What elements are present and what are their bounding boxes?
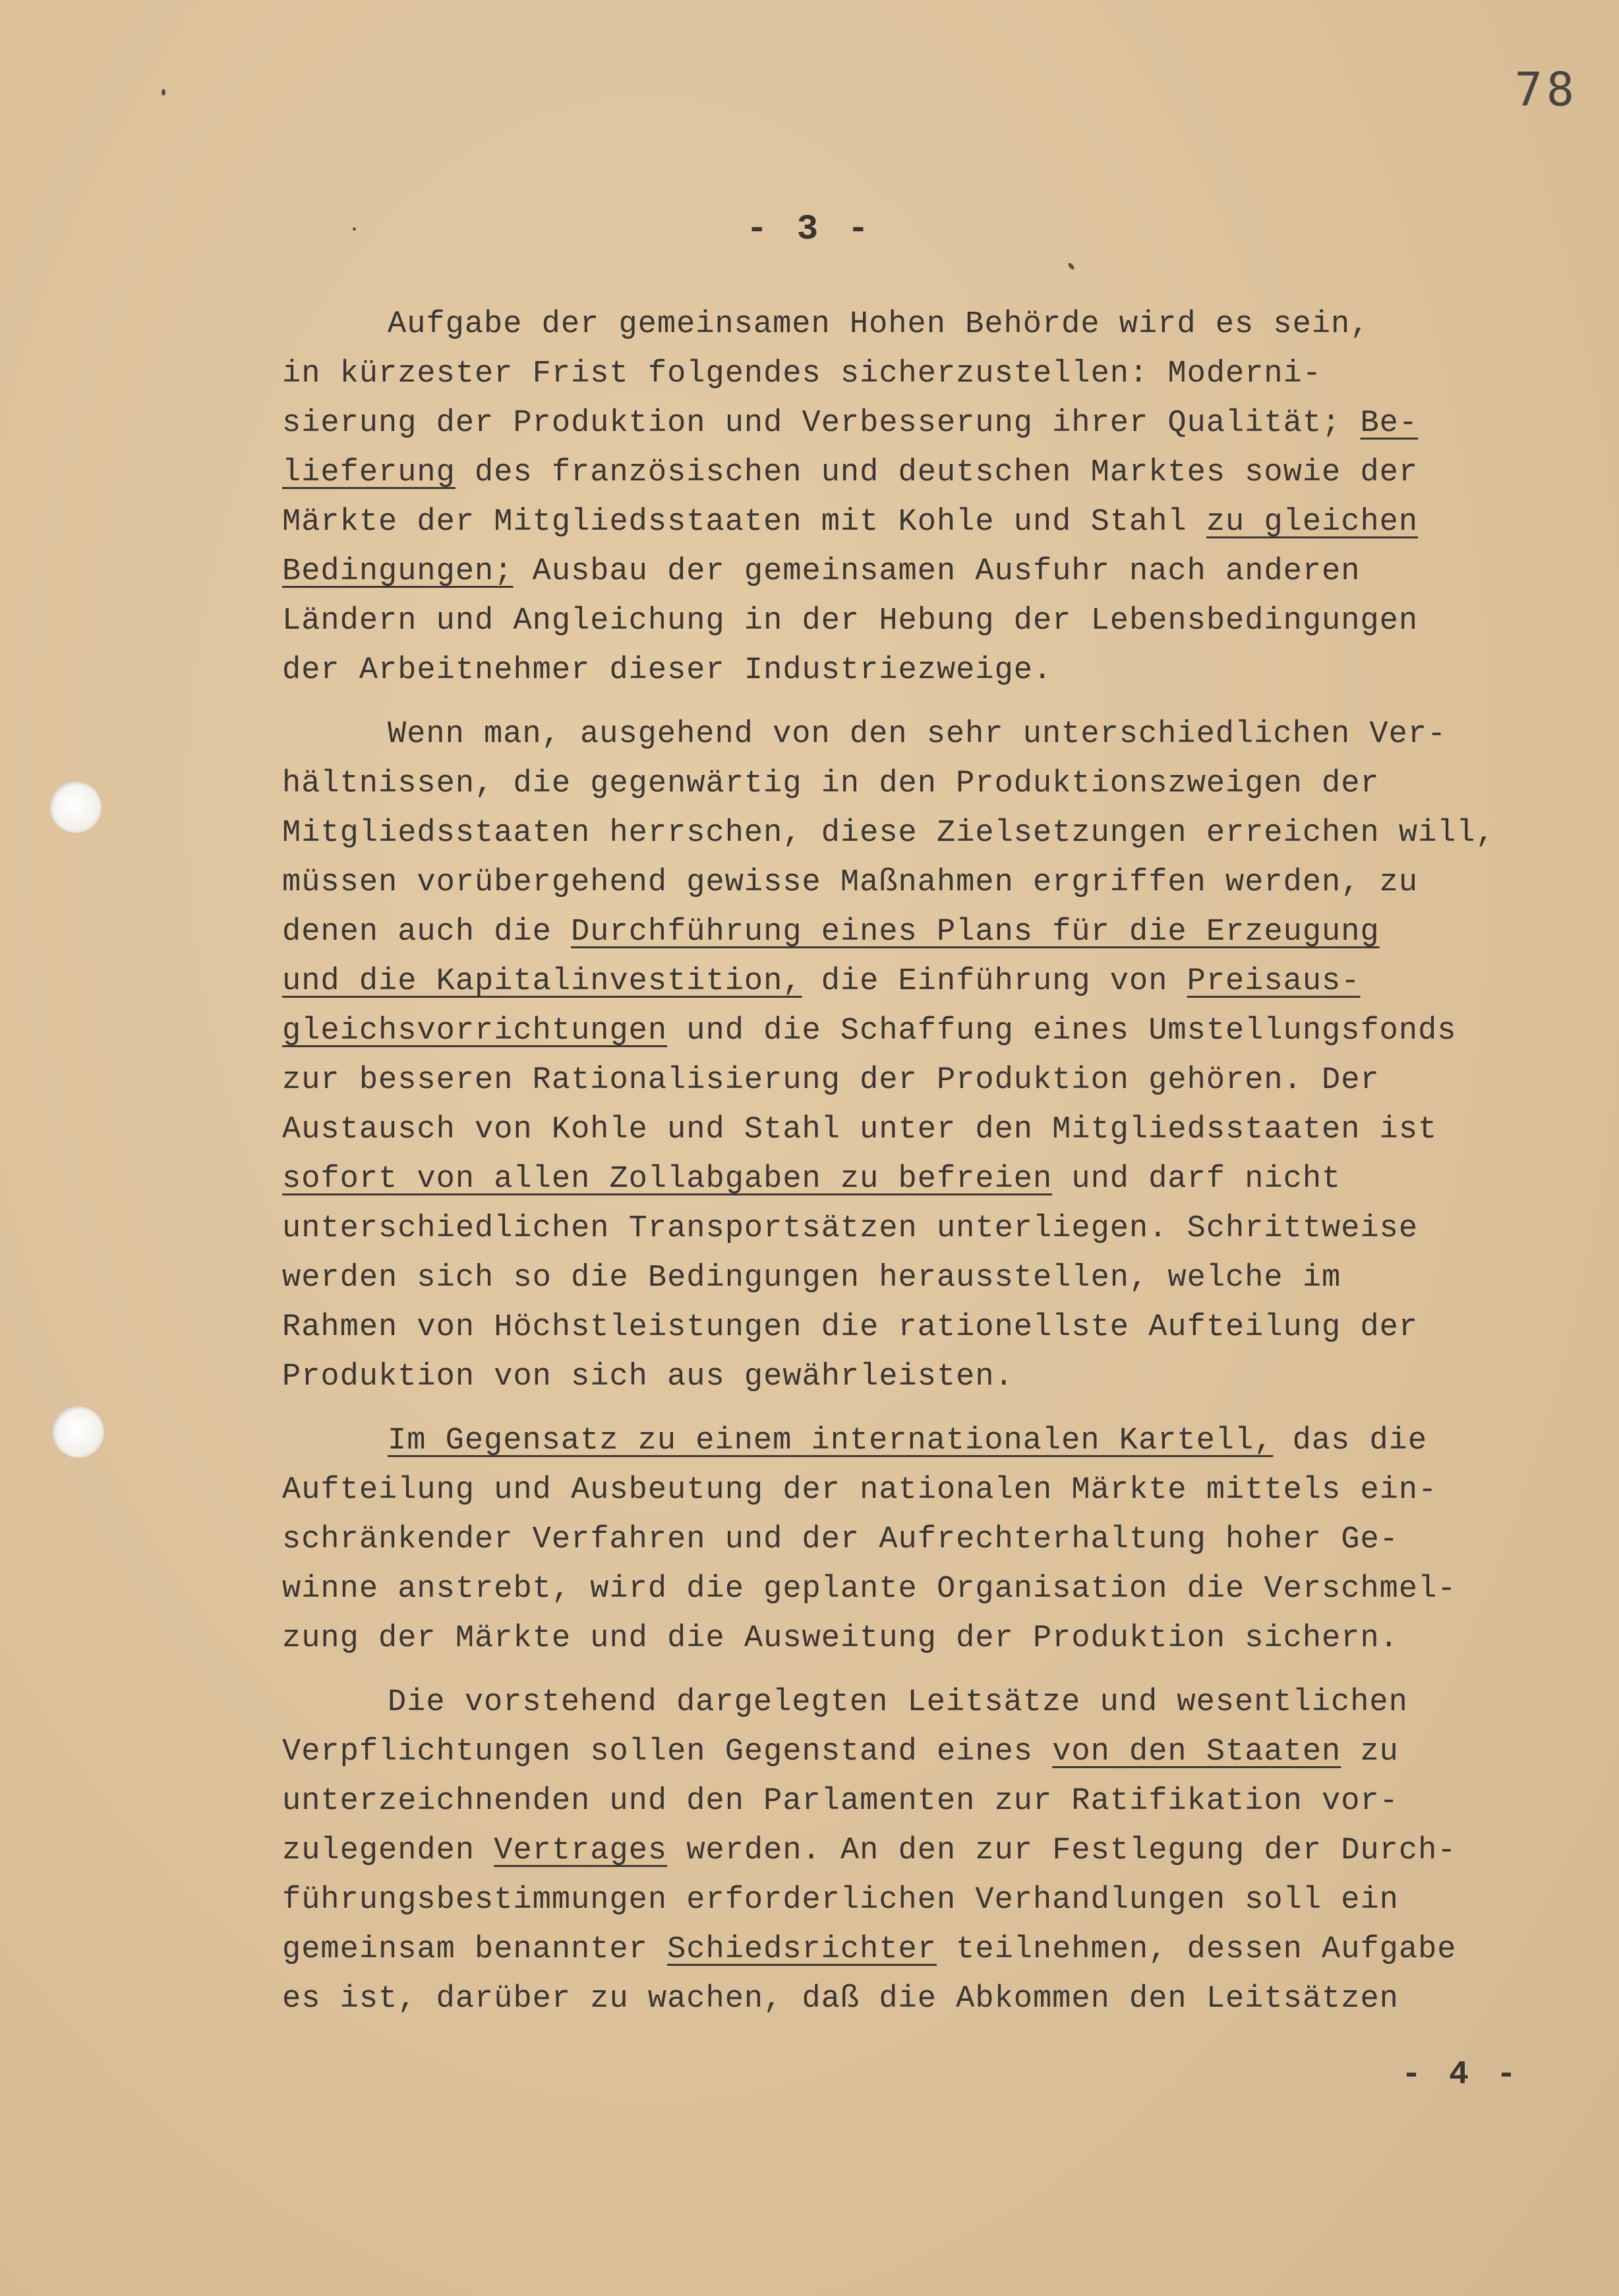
text-line xyxy=(282,646,1528,695)
text-line xyxy=(282,1006,1528,1056)
text-line xyxy=(282,809,1528,858)
page-number: - 3 - xyxy=(746,210,873,250)
text-run: die Einführung von xyxy=(802,964,1187,999)
underlined-text: lieferung xyxy=(282,455,456,490)
punch-hole xyxy=(50,782,102,833)
text-line xyxy=(282,1105,1528,1155)
text-line xyxy=(282,1564,1528,1614)
text-line xyxy=(282,1303,1528,1352)
text-run: Rahmen von Höchstleistungen die rationellste Aufteilung der xyxy=(282,1310,1419,1345)
text-run: der Arbeitnehmer dieser Industriezweige. xyxy=(282,653,1053,688)
text-run: zulegenden xyxy=(282,1833,494,1868)
text-line xyxy=(282,1515,1528,1564)
underlined-text: Im Gegensatz zu einem internationalen Kartell, xyxy=(388,1423,1274,1458)
underlined-text: gleichsvorrichtungen xyxy=(282,1014,668,1048)
text-run: müssen vorübergehend gewisse Maßnahmen ergriffen werden, zu xyxy=(282,865,1419,900)
underlined-text: von den Staaten xyxy=(1052,1735,1341,1769)
text-run: sierung der Produktion und Verbesserung ihrer Qualität; xyxy=(282,406,1361,441)
text-line xyxy=(282,448,1528,498)
text-line xyxy=(282,1614,1528,1663)
text-line xyxy=(282,498,1528,547)
text-line xyxy=(282,1678,1528,1727)
paragraph xyxy=(282,710,1528,1402)
text-line xyxy=(282,1253,1528,1303)
underlined-text: zu gleichen xyxy=(1206,505,1419,540)
text-run: Die vorstehend dargelegten Leitsätze und wesentlichen xyxy=(388,1685,1408,1720)
text-run: unterschiedlichen Transportsätzen unterliegen. Schrittweise xyxy=(282,1211,1419,1246)
text-run: Ländern und Angleichung in der Hebung der Lebensbedingungen xyxy=(282,604,1419,639)
punch-hole xyxy=(53,1406,104,1458)
text-line xyxy=(282,596,1528,646)
text-run: des französischen und deutschen Marktes sowie der xyxy=(455,455,1419,490)
text-run: führungsbestimmungen erforderlichen Verhandlungen soll ein xyxy=(282,1883,1399,1918)
text-run: zu xyxy=(1341,1735,1399,1769)
underlined-text: Schiedsrichter xyxy=(667,1932,937,1967)
underlined-text: Preisaus- xyxy=(1187,964,1361,999)
text-run: Aufgabe der gemeinsamen Hohen Behörde wird es sein, xyxy=(388,307,1370,342)
text-line xyxy=(282,957,1528,1006)
underlined-text: Durchführung eines Plans für die Erzeugung xyxy=(571,915,1380,950)
text-run: unterzeichnenden und den Parlamenten zur Ratifikation vor- xyxy=(282,1784,1399,1819)
text-run: zung der Märkte und die Ausweitung der Produktion sichern. xyxy=(282,1621,1399,1656)
underlined-text: Be- xyxy=(1360,406,1419,441)
text-line xyxy=(282,399,1528,448)
text-run: Wenn man, ausgehend von den sehr unterschiedlichen Ver- xyxy=(388,717,1447,752)
document-body xyxy=(282,300,1528,2038)
text-run: das die xyxy=(1273,1423,1428,1458)
text-line xyxy=(282,547,1528,596)
underlined-text: Bedingungen; xyxy=(282,554,514,589)
text-run: und die Schaffung eines Umstellungsfonds xyxy=(667,1014,1457,1048)
text-line xyxy=(282,1727,1528,1777)
underlined-text: Vertrages xyxy=(494,1833,668,1868)
text-run: und darf nicht xyxy=(1052,1162,1341,1197)
text-run: schränkender Verfahren und der Aufrechterhaltung hoher Ge- xyxy=(282,1522,1399,1557)
text-line xyxy=(282,1416,1528,1466)
text-line xyxy=(282,1876,1528,1925)
text-run: Ausbau der gemeinsamen Ausfuhr nach anderen xyxy=(513,554,1361,589)
text-run: Mitgliedsstaaten herrschen, diese Zielsetzungen erreichen will, xyxy=(282,816,1495,851)
text-line xyxy=(282,759,1528,809)
paragraph xyxy=(282,1678,1528,2024)
text-run: hältnissen, die gegenwärtig in den Produktionszweigen der xyxy=(282,766,1380,801)
paper-speck xyxy=(1067,262,1075,270)
text-run: gemeinsam benannter xyxy=(282,1932,668,1967)
text-line xyxy=(282,1974,1528,2024)
text-run: Märkte der Mitgliedsstaaten mit Kohle und Stahl xyxy=(282,505,1206,540)
text-run: Produktion von sich aus gewährleisten. xyxy=(282,1360,1014,1394)
text-line xyxy=(282,1777,1528,1826)
text-line xyxy=(282,907,1528,957)
text-line xyxy=(282,1826,1528,1876)
text-line xyxy=(282,858,1528,907)
text-run: es ist, darüber zu wachen, daß die Abkommen den Leitsätzen xyxy=(282,1982,1399,2017)
text-line xyxy=(282,1466,1528,1515)
paper-speck xyxy=(353,227,356,231)
text-run: in kürzester Frist folgendes sicherzustellen: Moderni- xyxy=(282,357,1322,391)
text-run: winne anstrebt, wird die geplante Organisation die Verschmel- xyxy=(282,1572,1457,1607)
text-line xyxy=(282,710,1528,759)
paper-speck xyxy=(162,89,165,96)
text-line xyxy=(282,1204,1528,1253)
text-line xyxy=(282,1925,1528,1974)
text-run: teilnehmen, dessen Aufgabe xyxy=(936,1932,1457,1967)
text-line xyxy=(282,1155,1528,1204)
paragraph xyxy=(282,1416,1528,1663)
archive-page-number: 78 xyxy=(1514,63,1578,117)
text-run: werden sich so die Bedingungen herausstellen, welche im xyxy=(282,1261,1341,1296)
text-line xyxy=(282,1056,1528,1105)
text-run: Austausch von Kohle und Stahl unter den Mitgliedsstaaten ist xyxy=(282,1112,1438,1147)
text-run: werden. An den zur Festlegung der Durch- xyxy=(667,1833,1457,1868)
text-run: zur besseren Rationalisierung der Produktion gehören. Der xyxy=(282,1063,1380,1098)
paragraph xyxy=(282,300,1528,695)
text-run: denen auch die xyxy=(282,915,572,950)
text-line xyxy=(282,349,1528,399)
text-line xyxy=(282,1352,1528,1402)
underlined-text: sofort von allen Zollabgaben zu befreien xyxy=(282,1162,1053,1197)
text-run: Aufteilung und Ausbeutung der nationalen Märkte mittels ein- xyxy=(282,1473,1438,1508)
continuation-marker: - 4 - xyxy=(1401,2056,1520,2094)
underlined-text: und die Kapitalinvestition, xyxy=(282,964,802,999)
text-line xyxy=(282,300,1528,349)
text-run: Verpflichtungen sollen Gegenstand eines xyxy=(282,1735,1053,1769)
